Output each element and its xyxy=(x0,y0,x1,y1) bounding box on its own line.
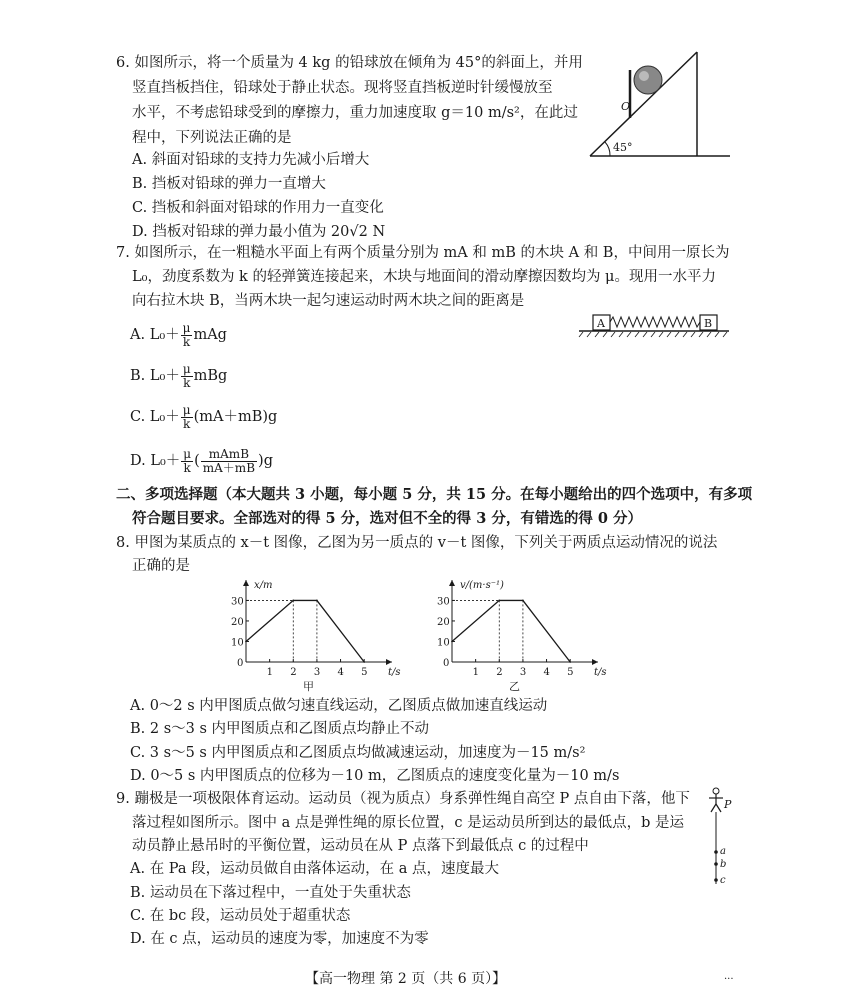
block-b-label: B xyxy=(704,317,713,330)
q9-stem-line-3: 动员静止悬吊时的平衡位置，运动员在从 P 点落下到最低点 c 的过程中 xyxy=(132,838,589,854)
data-point xyxy=(245,641,247,643)
q7-option-d: D. L₀＋ $\frac{\mu}{k}$ ( $\frac{\text{mAmB}}{mA+mB}$ )g xyxy=(130,446,273,475)
y-axis-arrow xyxy=(243,580,249,586)
q8-option-c: C. 3 s～5 s 内甲图质点和乙图质点均做减速运动，加速度为－15 m/s² xyxy=(130,745,586,761)
q9-option-b: B. 运动员在下落过程中，一直处于失重状态 xyxy=(130,885,411,901)
angle-label: 45° xyxy=(613,141,633,154)
y-tick-label: 0 xyxy=(443,658,450,669)
x-axis-arrow xyxy=(386,659,392,665)
lead-ball xyxy=(634,66,662,94)
data-point xyxy=(451,641,453,643)
pivot-label-o: O xyxy=(621,100,631,113)
x-tick-label: 1 xyxy=(266,667,274,678)
q8-option-d: D. 0～5 s 内甲图质点的位移为－10 m，乙图质点的速度变化量为－10 m/s xyxy=(130,768,620,784)
point-a-label: a xyxy=(720,846,726,857)
y-axis-label: x/m xyxy=(254,580,273,591)
page-footer: 【高一物理 第 2 页（共 6 页）】 xyxy=(305,971,507,987)
x-tick-label: 3 xyxy=(313,667,321,678)
chart-title: 甲 xyxy=(303,680,314,692)
q7-option-a: A. L₀＋ $\frac{\mu}{k}$ mAg xyxy=(130,320,227,349)
q6-stem-line-4: 程中，下列说法正确的是 xyxy=(132,130,292,146)
q7-stem-line-3: 向右拉木块 B，当两木块一起匀速运动时两木块之间的距离是 xyxy=(132,293,525,309)
x-axis-label: t/s xyxy=(388,667,401,678)
q8-option-b: B. 2 s～3 s 内甲图质点和乙图质点均静止不动 xyxy=(130,721,430,737)
point-c-label: c xyxy=(720,875,726,886)
q7-stem-line-2: L₀，劲度系数为 k 的轻弹簧连接起来，木块与地面间的滑动摩擦因数均为 μ。现用一水平力 xyxy=(132,269,716,285)
q8-stem-line-2: 正确的是 xyxy=(132,558,190,574)
point-b-label: b xyxy=(720,859,727,870)
footer-mark: ... xyxy=(724,971,734,982)
series-line xyxy=(452,600,570,662)
y-axis-label: v/(m·s⁻¹) xyxy=(460,580,504,591)
q6-option-a: A. 斜面对铅球的支持力先减小后增大 xyxy=(132,152,370,168)
q9-option-a: A. 在 Pa 段，运动员做自由落体运动，在 a 点，速度最大 xyxy=(130,861,500,877)
q9-stem-line-2: 落过程如图所示。图中 a 点是弹性绳的原长位置，c 是运动员所到达的最低点，b 是运 xyxy=(132,815,684,831)
data-point xyxy=(292,600,294,602)
spring-blocks-figure xyxy=(577,312,732,338)
x-tick-label: 3 xyxy=(519,667,527,678)
chart-jia-x-t xyxy=(222,574,412,692)
chart-yi-v-t xyxy=(428,574,618,692)
q7-option-b: B. L₀＋ $\frac{\mu}{k}$ mBg xyxy=(130,361,228,390)
block-a-label: A xyxy=(597,317,605,330)
q7-stem-line-1: 7. 如图所示，在一粗糙水平面上有两个质量分别为 mA 和 mB 的木块 A 和 B，中间用一原长为 xyxy=(116,245,730,261)
data-point xyxy=(522,600,524,602)
q6-option-b: B. 挡板对铅球的弹力一直增大 xyxy=(132,176,326,192)
q9-option-c: C. 在 bc 段，运动员处于超重状态 xyxy=(130,908,351,924)
incline-figure xyxy=(585,48,735,163)
chart-title: 乙 xyxy=(509,680,520,692)
q8-stem-line-1: 8. 甲图为某质点的 x－t 图像，乙图为另一质点的 v－t 图像，下列关于两质点运动情况的说法 xyxy=(116,535,718,551)
bungee-figure xyxy=(700,786,740,896)
x-axis-arrow xyxy=(592,659,598,665)
x-axis-label: t/s xyxy=(594,667,607,678)
x-tick-label: 1 xyxy=(472,667,480,678)
point-p-label: P xyxy=(724,798,732,811)
y-tick-label: 10 xyxy=(231,637,244,649)
q6-option-d: D. 挡板对铅球的弹力最小值为 20√2 N xyxy=(132,224,386,240)
x-tick-label: 4 xyxy=(543,667,550,678)
q9-option-d: D. 在 c 点，运动员的速度为零，加速度不为零 xyxy=(130,931,429,947)
y-tick-label: 20 xyxy=(437,616,450,628)
y-axis-arrow xyxy=(449,580,455,586)
data-point xyxy=(569,661,571,663)
data-point xyxy=(498,600,500,602)
x-tick-label: 5 xyxy=(361,667,368,678)
x-tick-label: 4 xyxy=(337,667,344,678)
q7-option-c: C. L₀＋ $\frac{\mu}{k}$ (mA＋mB)g xyxy=(130,402,278,431)
y-tick-label: 0 xyxy=(237,658,244,669)
y-tick-label: 30 xyxy=(231,596,244,608)
data-point xyxy=(363,661,365,663)
q6-stem-line-3: 水平，不考虑铅球受到的摩擦力，重力加速度取 g＝10 m/s²，在此过 xyxy=(132,105,578,121)
q6-option-c: C. 挡板和斜面对铅球的作用力一直变化 xyxy=(132,200,384,216)
q8-option-a: A. 0～2 s 内甲图质点做匀速直线运动，乙图质点做加速直线运动 xyxy=(130,698,548,714)
q9-stem-line-1: 9. 蹦极是一项极限体育运动。运动员（视为质点）身系弹性绳自高空 P 点自由下落，他下 xyxy=(116,791,690,807)
section-2-heading-line-1: 二、多项选择题（本大题共 3 小题，每小题 5 分，共 15 分。在每小题给出的四个选项中，有多项 xyxy=(116,486,753,503)
x-tick-label: 2 xyxy=(496,667,503,678)
x-tick-label: 2 xyxy=(290,667,297,678)
x-tick-label: 5 xyxy=(567,667,574,678)
y-tick-label: 20 xyxy=(231,616,244,628)
data-point xyxy=(316,600,318,602)
y-tick-label: 10 xyxy=(437,637,450,649)
q6-stem-line-2: 竖直挡板挡住，铅球处于静止状态。现将竖直挡板逆时针缓慢放至 xyxy=(132,80,553,96)
y-tick-label: 30 xyxy=(437,596,450,608)
section-2-heading-line-2: 符合题目要求。全部选对的得 5 分，选对但不全的得 3 分，有错选的得 0 分） xyxy=(132,510,643,527)
q6-stem-line-1: 6. 如图所示，将一个质量为 4 kg 的铅球放在倾角为 45°的斜面上，并用 xyxy=(116,55,583,71)
series-line xyxy=(246,600,364,662)
spring xyxy=(610,317,700,327)
